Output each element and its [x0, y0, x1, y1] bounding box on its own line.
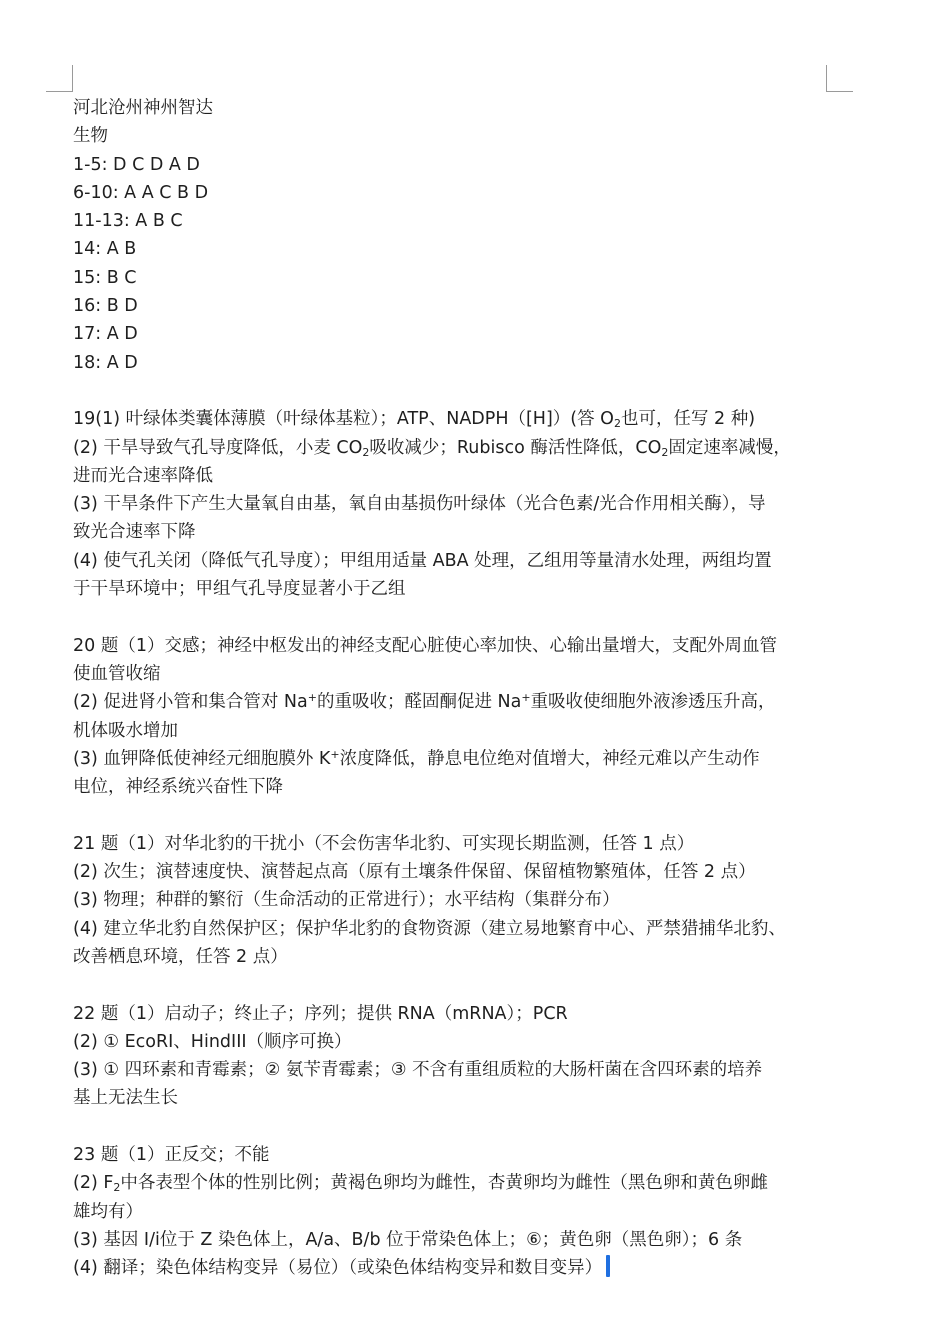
blank-line	[73, 603, 843, 631]
answer-line: 17: A D	[73, 324, 138, 345]
answer-line: 1-5: D C D A D	[73, 154, 200, 175]
q21-line: (3) 物理；种群的繁衍（生命活动的正常进行）；水平结构（集群分布）	[73, 890, 620, 911]
q20-line: 电位，神经系统兴奋性下降	[73, 777, 283, 798]
q20-line: 机体吸水增加	[73, 720, 178, 741]
q19-line: 于干旱环境中；甲组气孔导度显著小于乙组	[73, 579, 406, 600]
doc-subject: 生物	[73, 126, 108, 147]
q22-line: 基上无法生长	[73, 1088, 178, 1109]
q19-line: 19(1) 叶绿体类囊体薄膜（叶绿体基粒）；ATP、NADPH（[H]）(答 $O_2$也可，任写 2 种)	[73, 409, 756, 431]
q21-line: (2) 次生；演替速度快、演替起点高（原有土壤条件保留、保留植物繁殖体，任答 2 点）	[73, 862, 756, 883]
q19-line: (3) 干旱条件下产生大量氧自由基，氧自由基损伤叶绿体（光合色素/光合作用相关酶），导	[73, 494, 766, 515]
answer-line: 15: B C	[73, 267, 137, 288]
q21-line: (4) 建立华北豹自然保护区；保护华北豹的食物资源（建立易地繁育中心、严禁猎捕华北豹、	[73, 918, 786, 939]
q23-line: 雄均有）	[73, 1201, 143, 1222]
document-body[interactable]	[73, 94, 843, 1282]
q23-line: (3) 基因 I/i位于 Z 染色体上，A/a、B/b 位于常染色体上；⑥；黄色卵（黑色卵）；6 条	[73, 1229, 743, 1250]
q20-line: (2) 促进肾小管和集合管对 Na+的重吸收；醛固酮促进 Na+重吸收使细胞外液渗透压升高，	[73, 691, 776, 713]
q19-line: 进而光合速率降低	[73, 465, 213, 486]
q23-line: 23 题（1）正反交；不能	[73, 1144, 270, 1165]
answer-line: 16: B D	[73, 296, 138, 317]
q22-line: (3) ① 四环素和青霉素；② 氨苄青霉素；③ 不含有重组质粒的大肠杆菌在含四环素的培养	[73, 1060, 763, 1081]
q20-line: (3) 血钾降低使神经元细胞膜外 K+浓度降低，静息电位绝对值增大，神经元难以产生动作	[73, 747, 760, 769]
q21-line: 21 题（1）对华北豹的干扰小（不会伤害华北豹、可实现长期监测，任答 1 点）	[73, 833, 695, 854]
doc-title: 河北沧州神州智达	[73, 98, 213, 118]
answer-line: 11-13: A B C	[73, 211, 183, 232]
answer-line: 18: A D	[73, 352, 138, 373]
q22-line: (2) ① EcoRI、HindIII（顺序可换）	[73, 1031, 352, 1052]
answer-line: 6-10: A A C B D	[73, 182, 209, 203]
q20-line: 20 题（1）交感；神经中枢发出的神经支配心脏使心率加快、心输出量增大，支配外周血管	[73, 635, 777, 656]
page-corner-mark-top-right	[826, 65, 853, 92]
page-corner-mark-top-left	[46, 65, 73, 92]
answer-line: 14: A B	[73, 239, 137, 260]
blank-line	[73, 971, 843, 999]
text-cursor	[606, 1255, 610, 1277]
q22-line: 22 题（1）启动子；终止子；序列；提供 RNA（mRNA）；PCR	[73, 1003, 568, 1024]
blank-line	[73, 801, 843, 829]
q23-line: (2) $F_2$中各表型个体的性别比例；黄褐色卵均为雌性，杏黄卵均为雌性（黑色卵和黄色卵雌	[73, 1173, 768, 1195]
q23-line: (4) 翻译；染色体结构变异（易位）（或染色体结构变异和数目变异）	[73, 1254, 843, 1282]
q20-line: 使血管收缩	[73, 663, 161, 684]
q19-line: (4) 使气孔关闭（降低气孔导度）；甲组用适量 ABA 处理，乙组用等量清水处理，两组均置	[73, 550, 772, 571]
blank-line	[73, 377, 843, 405]
q21-line: 改善栖息环境，任答 2 点）	[73, 946, 288, 967]
q19-line: (2) 干旱导致气孔导度降低，小麦 $CO_2$吸收减少；Rubisco 酶活性降低，$CO_2$固定速率减慢，	[73, 437, 791, 459]
blank-line	[73, 1113, 843, 1141]
q19-line: 致光合速率下降	[73, 522, 196, 543]
